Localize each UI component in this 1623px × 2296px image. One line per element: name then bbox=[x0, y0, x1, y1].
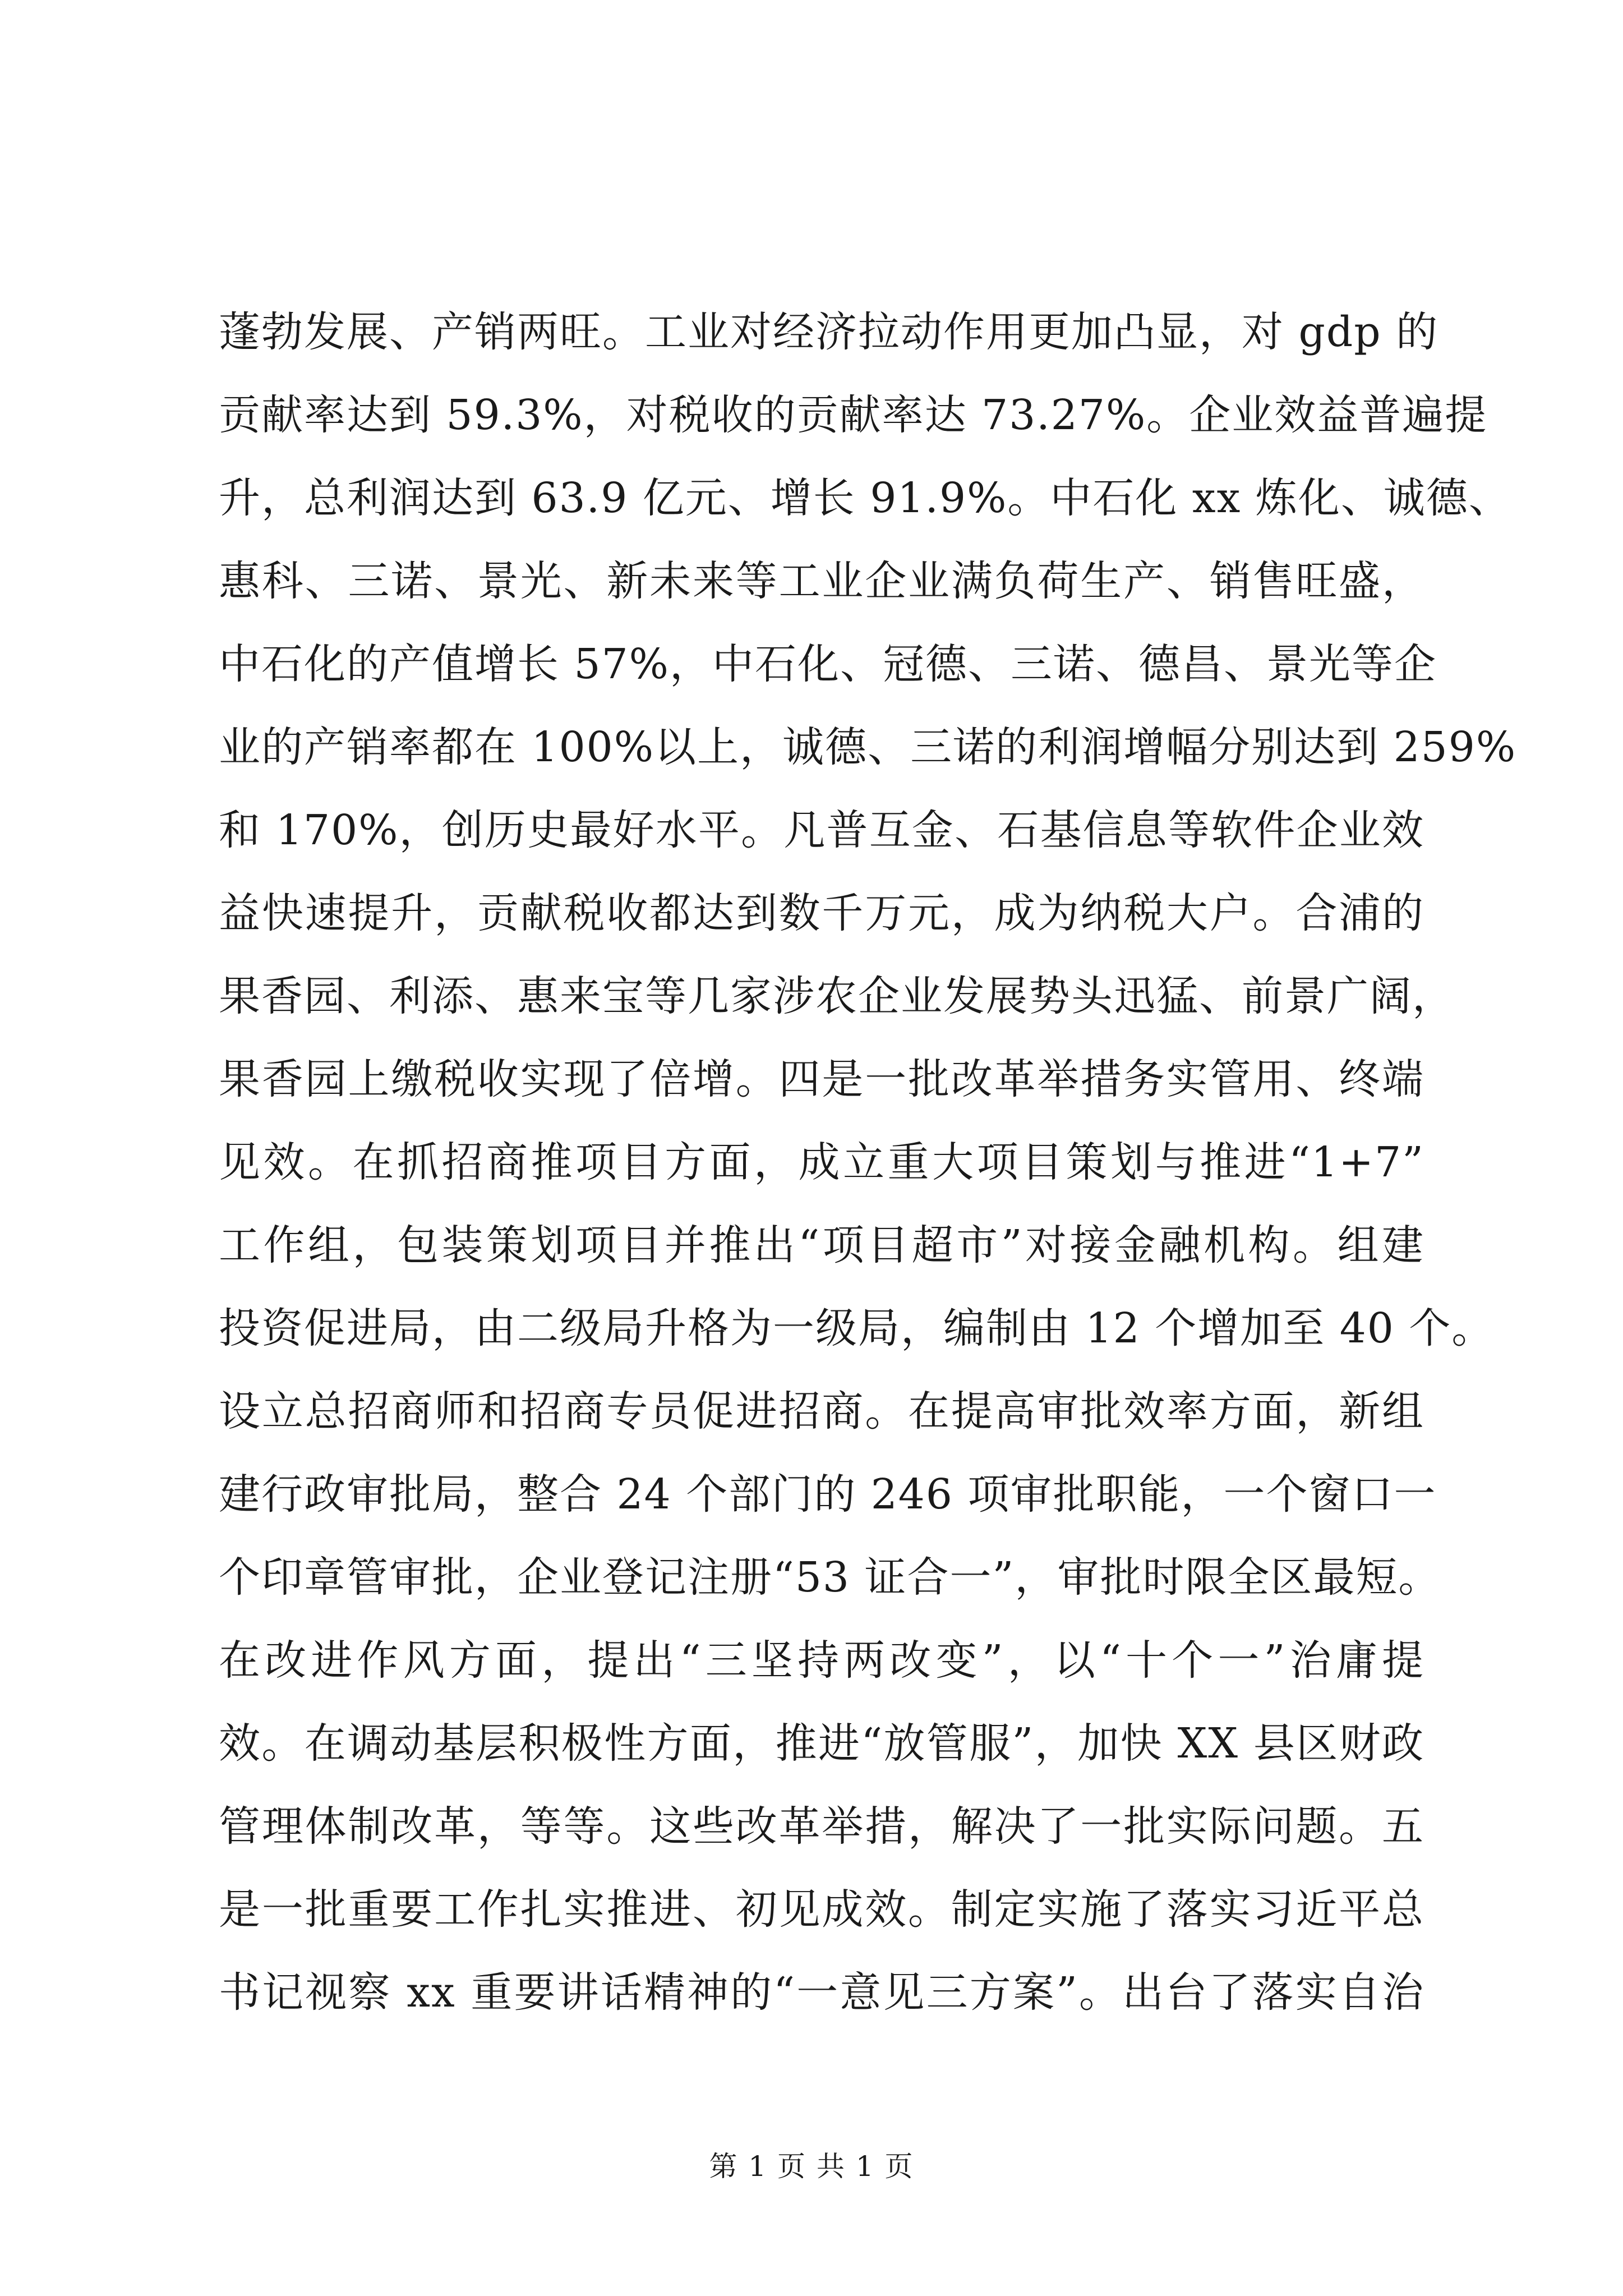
text-line: 升，总利润达到 63.9 亿元、增长 91.9%。中石化 xx 炼化、诚德、 bbox=[219, 474, 1511, 522]
text-line: 书记视察 xx 重要讲话精神的“一意见三方案”。出台了落实自治 bbox=[219, 1968, 1424, 2017]
text-line: 在改进作风方面，提出“三坚持两改变”，以“十个一”治庸提 bbox=[219, 1636, 1424, 1685]
text-line: 果香园上缴税收实现了倍增。四是一批改革举措务实管用、终端 bbox=[219, 1055, 1424, 1103]
text-line: 业的产销率都在 100%以上，诚德、三诺的利润增幅分别达到 259% bbox=[219, 723, 1517, 771]
text-line: 贡献率达到 59.3%，对税收的贡献率达 73.27%。企业效益普遍提 bbox=[219, 391, 1488, 439]
text-line: 管理体制改革，等等。这些改革举措，解决了一批实际问题。五 bbox=[219, 1802, 1424, 1851]
text-line: 果香园、利添、惠来宝等几家涉农企业发展势头迅猛、前景广阔， bbox=[219, 972, 1455, 1020]
text-line: 益快速提升，贡献税收都达到数千万元，成为纳税大户。合浦的 bbox=[219, 889, 1424, 937]
text-line: 中石化的产值增长 57%，中石化、冠德、三诺、德昌、景光等企 bbox=[219, 640, 1437, 688]
text-line: 工作组，包装策划项目并推出“项目超市”对接金融机构。组建 bbox=[219, 1221, 1424, 1269]
text-line: 惠科、三诺、景光、新未来等工业企业满负荷生产、销售旺盛， bbox=[219, 557, 1424, 605]
text-line: 建行政审批局，整合 24 个部门的 246 项审批职能，一个窗口一 bbox=[219, 1470, 1437, 1519]
text-line: 设立总招商师和招商专员促进招商。在提高审批效率方面，新组 bbox=[219, 1387, 1424, 1435]
text-line: 和 170%，创历史最好水平。凡普互金、石基信息等软件企业效 bbox=[219, 806, 1424, 854]
text-line: 蓬勃发展、产销两旺。工业对经济拉动作用更加凸显，对 gdp 的 bbox=[219, 308, 1439, 356]
text-line: 个印章管审批，企业登记注册“53 证合一”，审批时限全区最短。 bbox=[219, 1553, 1441, 1602]
text-line: 是一批重要工作扎实推进、初见成效。制定实施了落实习近平总 bbox=[219, 1885, 1424, 1934]
text-line: 见效。在抓招商推项目方面，成立重大项目策划与推进“1+7” bbox=[219, 1138, 1424, 1186]
page-number-footer: 第 1 页 共 1 页 bbox=[709, 2150, 914, 2183]
text-line: 效。在调动基层积极性方面，推进“放管服”，加快 XX 县区财政 bbox=[219, 1719, 1424, 1768]
text-line: 投资促进局，由二级局升格为一级局，编制由 12 个增加至 40 个。 bbox=[219, 1304, 1495, 1352]
